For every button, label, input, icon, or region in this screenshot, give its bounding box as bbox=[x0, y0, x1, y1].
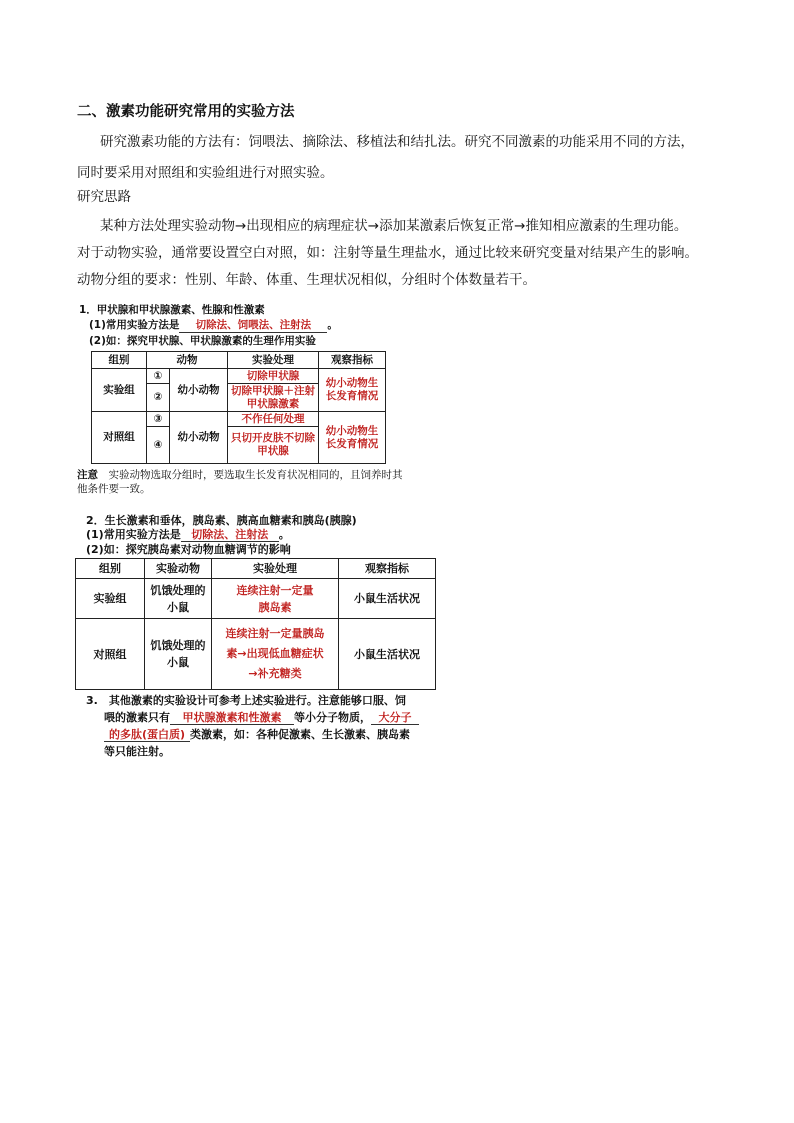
t1-header-animal: 动物 bbox=[147, 352, 228, 369]
thinking-line-2: 对于动物实验，通常要设置空白对照，如：注射等量生理盐水，通过比较来研究变量对结果产生的影响。 bbox=[77, 245, 698, 261]
t1-num-1: ① bbox=[147, 369, 170, 384]
t2-header-treatment: 实验处理 bbox=[212, 559, 339, 579]
item2-method-answer: 切除法、注射法 bbox=[181, 528, 279, 542]
item3-block bbox=[86, 692, 431, 760]
thinking-title: 研究思路 bbox=[77, 189, 131, 205]
item3-text-b1: 喂的激素只有 bbox=[104, 711, 170, 724]
t2-obs-exp: 小鼠生活状况 bbox=[339, 579, 436, 619]
intro-line-1: 研究激素功能的方法有：饲喂法、摘除法、移植法和结扎法。研究不同激素的功能采用不同的方法， bbox=[100, 134, 694, 150]
t2-treat-exp: 连续注射一定量胰岛素 bbox=[212, 579, 339, 619]
item1-method-prefix: (1)常用实验方法是 bbox=[89, 319, 180, 331]
section-title: 二、激素功能研究常用的实验方法 bbox=[77, 104, 295, 120]
t2-treat-ctrl: 连续注射一定量胰岛素→出现低血糖症状→补充糖类 bbox=[212, 619, 339, 690]
t2-header-animal: 实验动物 bbox=[145, 559, 212, 579]
t2-obs-ctrl: 小鼠生活状况 bbox=[339, 619, 436, 690]
t1-treat-4: 只切开皮肤不切除甲状腺 bbox=[228, 427, 319, 464]
item1-method-answer: 切除法、饲喂法、注射法 bbox=[179, 319, 327, 333]
item3-line-d: 等只能注射。 bbox=[104, 745, 170, 758]
item2-title: 2．生长激素和垂体，胰岛素、胰高血糖素和胰岛(胰腺) bbox=[86, 514, 357, 527]
note-label: 注意 bbox=[77, 469, 98, 481]
t1-num-4: ④ bbox=[147, 427, 170, 464]
item3-line-b bbox=[86, 709, 431, 726]
thinking-line-3: 动物分组的要求：性别、年龄、体重、生理状况相似，分组时个体数量若干。 bbox=[77, 272, 536, 288]
item3-line-a bbox=[86, 692, 431, 709]
item3-line-c bbox=[86, 726, 431, 743]
item1-method bbox=[89, 318, 338, 333]
t1-animal-ctrl: 幼小动物 bbox=[170, 412, 228, 464]
t1-num-3: ③ bbox=[147, 412, 170, 427]
t1-treat-3: 不作任何处理 bbox=[228, 412, 319, 427]
item2-method-suffix: 。 bbox=[278, 528, 290, 541]
item1-note bbox=[77, 468, 407, 496]
item1-table bbox=[91, 351, 386, 464]
item3-text-a: 其他激素的实验设计可参考上述实验进行。注意能够口服、饲 bbox=[108, 694, 406, 707]
t1-header-observation: 观察指标 bbox=[319, 352, 386, 369]
t2-animal-ctrl: 饥饿处理的小鼠 bbox=[145, 619, 212, 690]
item3-text-c: 类激素，如：各种促激素、生长激素、胰岛素 bbox=[190, 728, 410, 741]
t1-ctrl-group: 对照组 bbox=[92, 412, 147, 464]
t2-exp-group: 实验组 bbox=[76, 579, 145, 619]
item1-method-suffix: 。 bbox=[327, 319, 338, 331]
item3-answer-1: 甲状腺激素和性激素 bbox=[170, 711, 294, 725]
t1-treat-2: 切除甲状腺＋注射甲状腺激素 bbox=[228, 384, 319, 412]
t1-obs-ctrl: 幼小动物生长发育情况 bbox=[319, 412, 386, 464]
item2-method-prefix: (1)常用实验方法是 bbox=[86, 528, 181, 541]
item3-text-b2: 等小分子物质， bbox=[294, 711, 371, 724]
t2-header-group: 组别 bbox=[76, 559, 145, 579]
t2-header-observation: 观察指标 bbox=[339, 559, 436, 579]
item1-title: 1．甲状腺和甲状腺激素、性腺和性激素 bbox=[79, 304, 265, 316]
item2-example: (2)如：探究胰岛素对动物血糖调节的影响 bbox=[86, 543, 291, 556]
note-text: 实验动物选取分组时，要选取生长发育状况相同的，且饲养时其他条件要一致。 bbox=[77, 469, 403, 495]
item1-example: (2)如：探究甲状腺、甲状腺激素的生理作用实验 bbox=[89, 335, 316, 347]
t1-exp-group: 实验组 bbox=[92, 369, 147, 412]
item3-prefix: 3. bbox=[86, 694, 98, 707]
t1-num-2: ② bbox=[147, 384, 170, 412]
t1-treat-1: 切除甲状腺 bbox=[228, 369, 319, 384]
item2-method bbox=[86, 528, 290, 542]
t2-ctrl-group: 对照组 bbox=[76, 619, 145, 690]
item3-answer-2a: 大分子 bbox=[371, 711, 419, 725]
t2-animal-exp: 饥饿处理的小鼠 bbox=[145, 579, 212, 619]
t1-header-treatment: 实验处理 bbox=[228, 352, 319, 369]
thinking-line-1: 某种方法处理实验动物→出现相应的病理症状→添加某激素后恢复正常→推知相应激素的生理功能。 bbox=[100, 218, 688, 234]
t1-header-group: 组别 bbox=[92, 352, 147, 369]
t1-animal-exp: 幼小动物 bbox=[170, 369, 228, 412]
item2-table bbox=[75, 558, 436, 690]
t1-obs-exp: 幼小动物生长发育情况 bbox=[319, 369, 386, 412]
intro-line-2: 同时要采用对照组和实验组进行对照实验。 bbox=[77, 165, 334, 181]
item3-answer-2b: 的多肽(蛋白质) bbox=[104, 728, 190, 742]
